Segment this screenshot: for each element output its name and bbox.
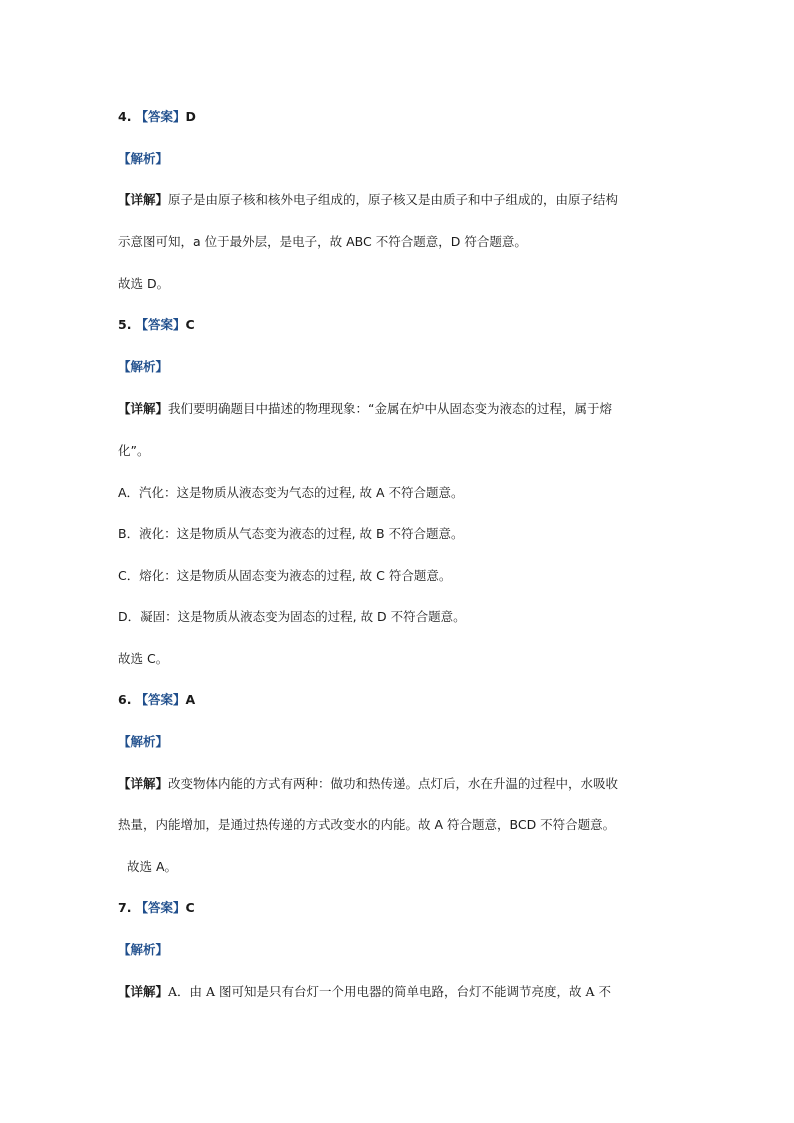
question-number: 7. [118, 900, 132, 915]
answer-tag: 【答案】 [135, 317, 186, 332]
detail-tag: 【详解】 [118, 192, 169, 207]
q5-analysis-tag: 【解析】 [118, 359, 169, 374]
answer-tag: 【答案】 [135, 109, 186, 124]
detail-text: A．由 A 图可知是只有台灯一个用电器的简单电路，台灯不能调节亮度，故 A 不 [168, 984, 611, 999]
q5-answer-line [118, 316, 195, 334]
q6-conclusion: 故选 A。 [127, 859, 178, 874]
detail-tag: 【详解】 [118, 401, 169, 416]
detail-text: 我们要明确题目中描述的物理现象：“金属在炉中从固态变为液态的过程，属于熔 [168, 401, 612, 416]
q4-conclusion: 故选 D。 [118, 276, 170, 291]
q6-detail-line-2: 热量，内能增加，是通过热传递的方式改变水的内能。故 A 符合题意，BCD 不符合题意。 [118, 817, 616, 832]
answer-value: A [185, 692, 196, 707]
detail-tag: 【详解】 [118, 776, 169, 791]
q4-detail-line-1 [118, 191, 618, 209]
q7-answer-line [118, 899, 195, 917]
q7-detail-line-1 [118, 983, 611, 1001]
q5-conclusion: 故选 C。 [118, 651, 169, 666]
q6-answer-line [118, 691, 195, 709]
q5-detail-line-2: 化”。 [118, 443, 150, 458]
q4-answer-line [118, 108, 196, 126]
answer-value: C [185, 317, 195, 332]
answer-tag: 【答案】 [135, 900, 186, 915]
q4-analysis-tag: 【解析】 [118, 151, 169, 166]
q5-option-b: B．液化：这是物质从气态变为液态的过程, 故 B 不符合题意。 [118, 526, 464, 541]
answer-value: C [185, 900, 195, 915]
q6-analysis-tag: 【解析】 [118, 734, 169, 749]
q5-option-d: D．凝固：这是物质从液态变为固态的过程, 故 D 不符合题意。 [118, 609, 466, 624]
q5-option-a: A．汽化：这是物质从液态变为气态的过程, 故 A 不符合题意。 [118, 485, 464, 500]
detail-text: 原子是由原子核和核外电子组成的，原子核又是由质子和中子组成的，由原子结构 [168, 192, 619, 207]
q4-detail-line-2: 示意图可知，a 位于最外层，是电子，故 ABC 不符合题意，D 符合题意。 [118, 234, 527, 249]
detail-text: 改变物体内能的方式有两种：做功和热传递。点灯后，水在升温的过程中，水吸收 [168, 776, 619, 791]
answer-value: D [185, 109, 196, 124]
answer-tag: 【答案】 [135, 692, 186, 707]
q6-detail-line-1 [118, 775, 618, 793]
detail-tag: 【详解】 [118, 984, 169, 999]
question-number: 5. [118, 317, 132, 332]
question-number: 6. [118, 692, 132, 707]
q7-analysis-tag: 【解析】 [118, 942, 169, 957]
q5-detail-line-1 [118, 400, 612, 418]
question-number: 4. [118, 109, 132, 124]
q5-option-c: C．熔化：这是物质从固态变为液态的过程, 故 C 符合题意。 [118, 568, 452, 583]
